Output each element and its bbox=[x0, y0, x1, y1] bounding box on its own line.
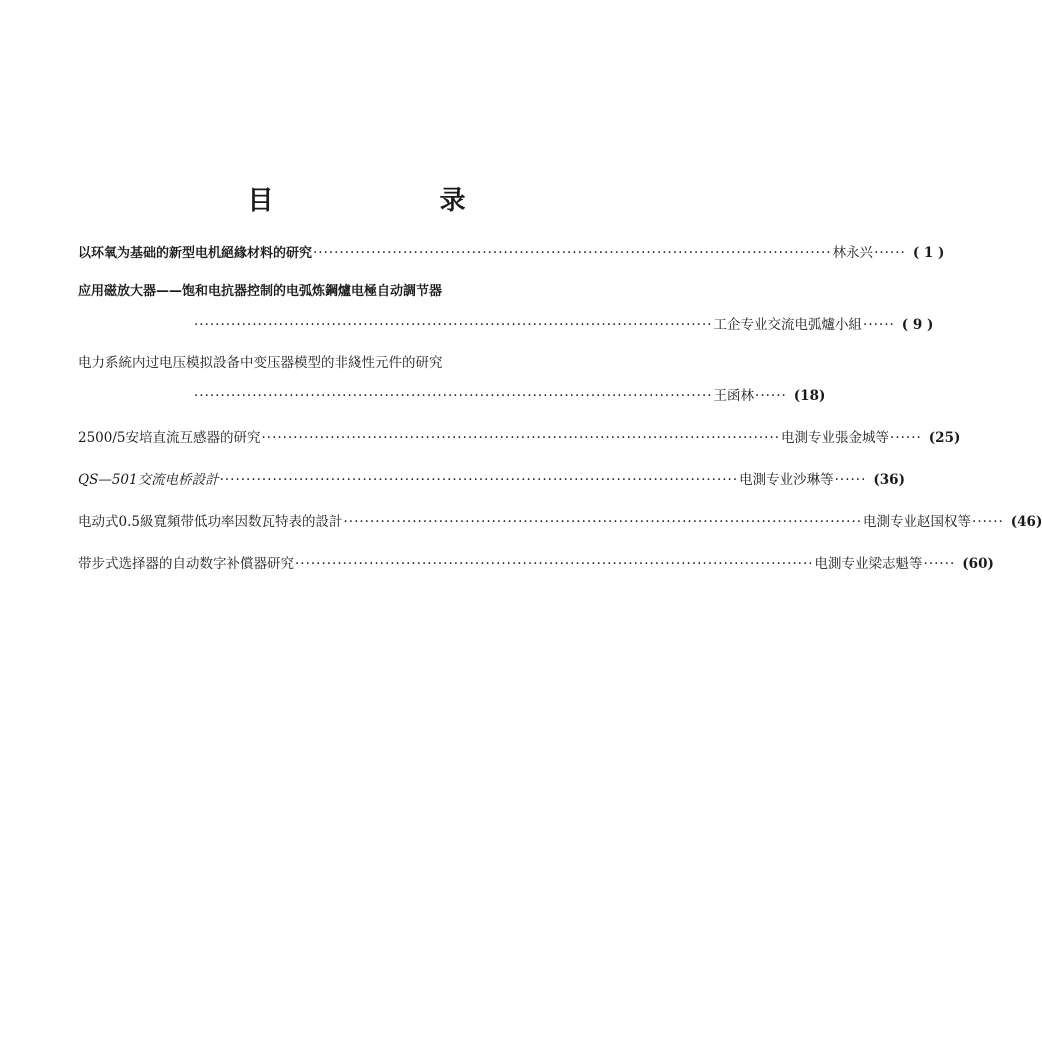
entry-page: ( 1 ) bbox=[912, 245, 945, 261]
toc-entry[interactable] bbox=[78, 555, 994, 573]
entry-title: 电动式0.5級寬頻带低功率因数瓦特表的設計 bbox=[78, 514, 343, 530]
toc-entry[interactable] bbox=[78, 471, 905, 489]
leader-dots: ·································································································· bbox=[313, 245, 832, 261]
toc-entry[interactable] bbox=[78, 513, 1042, 531]
entry-author: 王函林 bbox=[713, 388, 755, 404]
toc-entry[interactable] bbox=[78, 283, 934, 334]
table-of-contents bbox=[78, 244, 1042, 573]
entry-page: (18) bbox=[793, 388, 826, 404]
entry-title: QS—501交流电桥設計 bbox=[78, 472, 219, 488]
entry-author: 电測专业梁志魁等 bbox=[814, 556, 923, 572]
entry-page: (25) bbox=[928, 430, 961, 446]
leader-dots: ······ bbox=[834, 472, 867, 488]
leader-dots: ······ bbox=[890, 430, 922, 446]
leader-dots: ·································································································· bbox=[261, 430, 781, 446]
toc-entry[interactable] bbox=[78, 354, 826, 405]
entry-page: (60) bbox=[962, 556, 994, 572]
leader-dots: ·································································································· bbox=[343, 514, 863, 530]
toc-entry[interactable] bbox=[78, 244, 945, 263]
entry-title: 应用磁放大器——饱和电抗器控制的电弧炼鋼爐电極自动調节器 bbox=[78, 284, 443, 299]
leader-dots: ······ bbox=[755, 388, 787, 404]
entry-page: (36) bbox=[873, 472, 905, 488]
leader-dots: ······ bbox=[874, 245, 906, 261]
leader-dots: ·································································································· bbox=[194, 388, 713, 404]
entry-title: 带步式选择器的自动数字补償器研究 bbox=[78, 556, 294, 572]
entry-title: 电力系統内过电压模拟設备中变压器模型的非綫性元件的研究 bbox=[78, 355, 443, 371]
leader-dots: ·································································································· bbox=[295, 556, 814, 572]
entry-title: 以环氧为基础的新型电机絕緣材料的研究 bbox=[78, 246, 313, 261]
entry-page: ( 9 ) bbox=[901, 317, 934, 333]
page-title: 目 录 bbox=[247, 186, 536, 216]
toc-entry[interactable] bbox=[78, 429, 961, 447]
leader-dots: ·································································································· bbox=[219, 472, 739, 488]
entry-author: 电測专业張金城等 bbox=[781, 430, 890, 446]
entry-author: 工企专业交流电弧爐小組 bbox=[713, 317, 863, 333]
entry-author: 电測专业沙琳等 bbox=[739, 472, 834, 488]
leader-dots: ······ bbox=[923, 556, 956, 572]
entry-author: 电測专业赵国权等 bbox=[863, 514, 972, 530]
leader-dots: ·································································································· bbox=[194, 317, 713, 333]
leader-dots: ······ bbox=[863, 317, 895, 333]
leader-dots: ······ bbox=[972, 514, 1004, 530]
entry-author: 林永兴 bbox=[832, 245, 874, 261]
entry-title: 2500/5安培直流互感器的研究 bbox=[78, 430, 261, 446]
entry-page: (46) bbox=[1010, 514, 1042, 530]
